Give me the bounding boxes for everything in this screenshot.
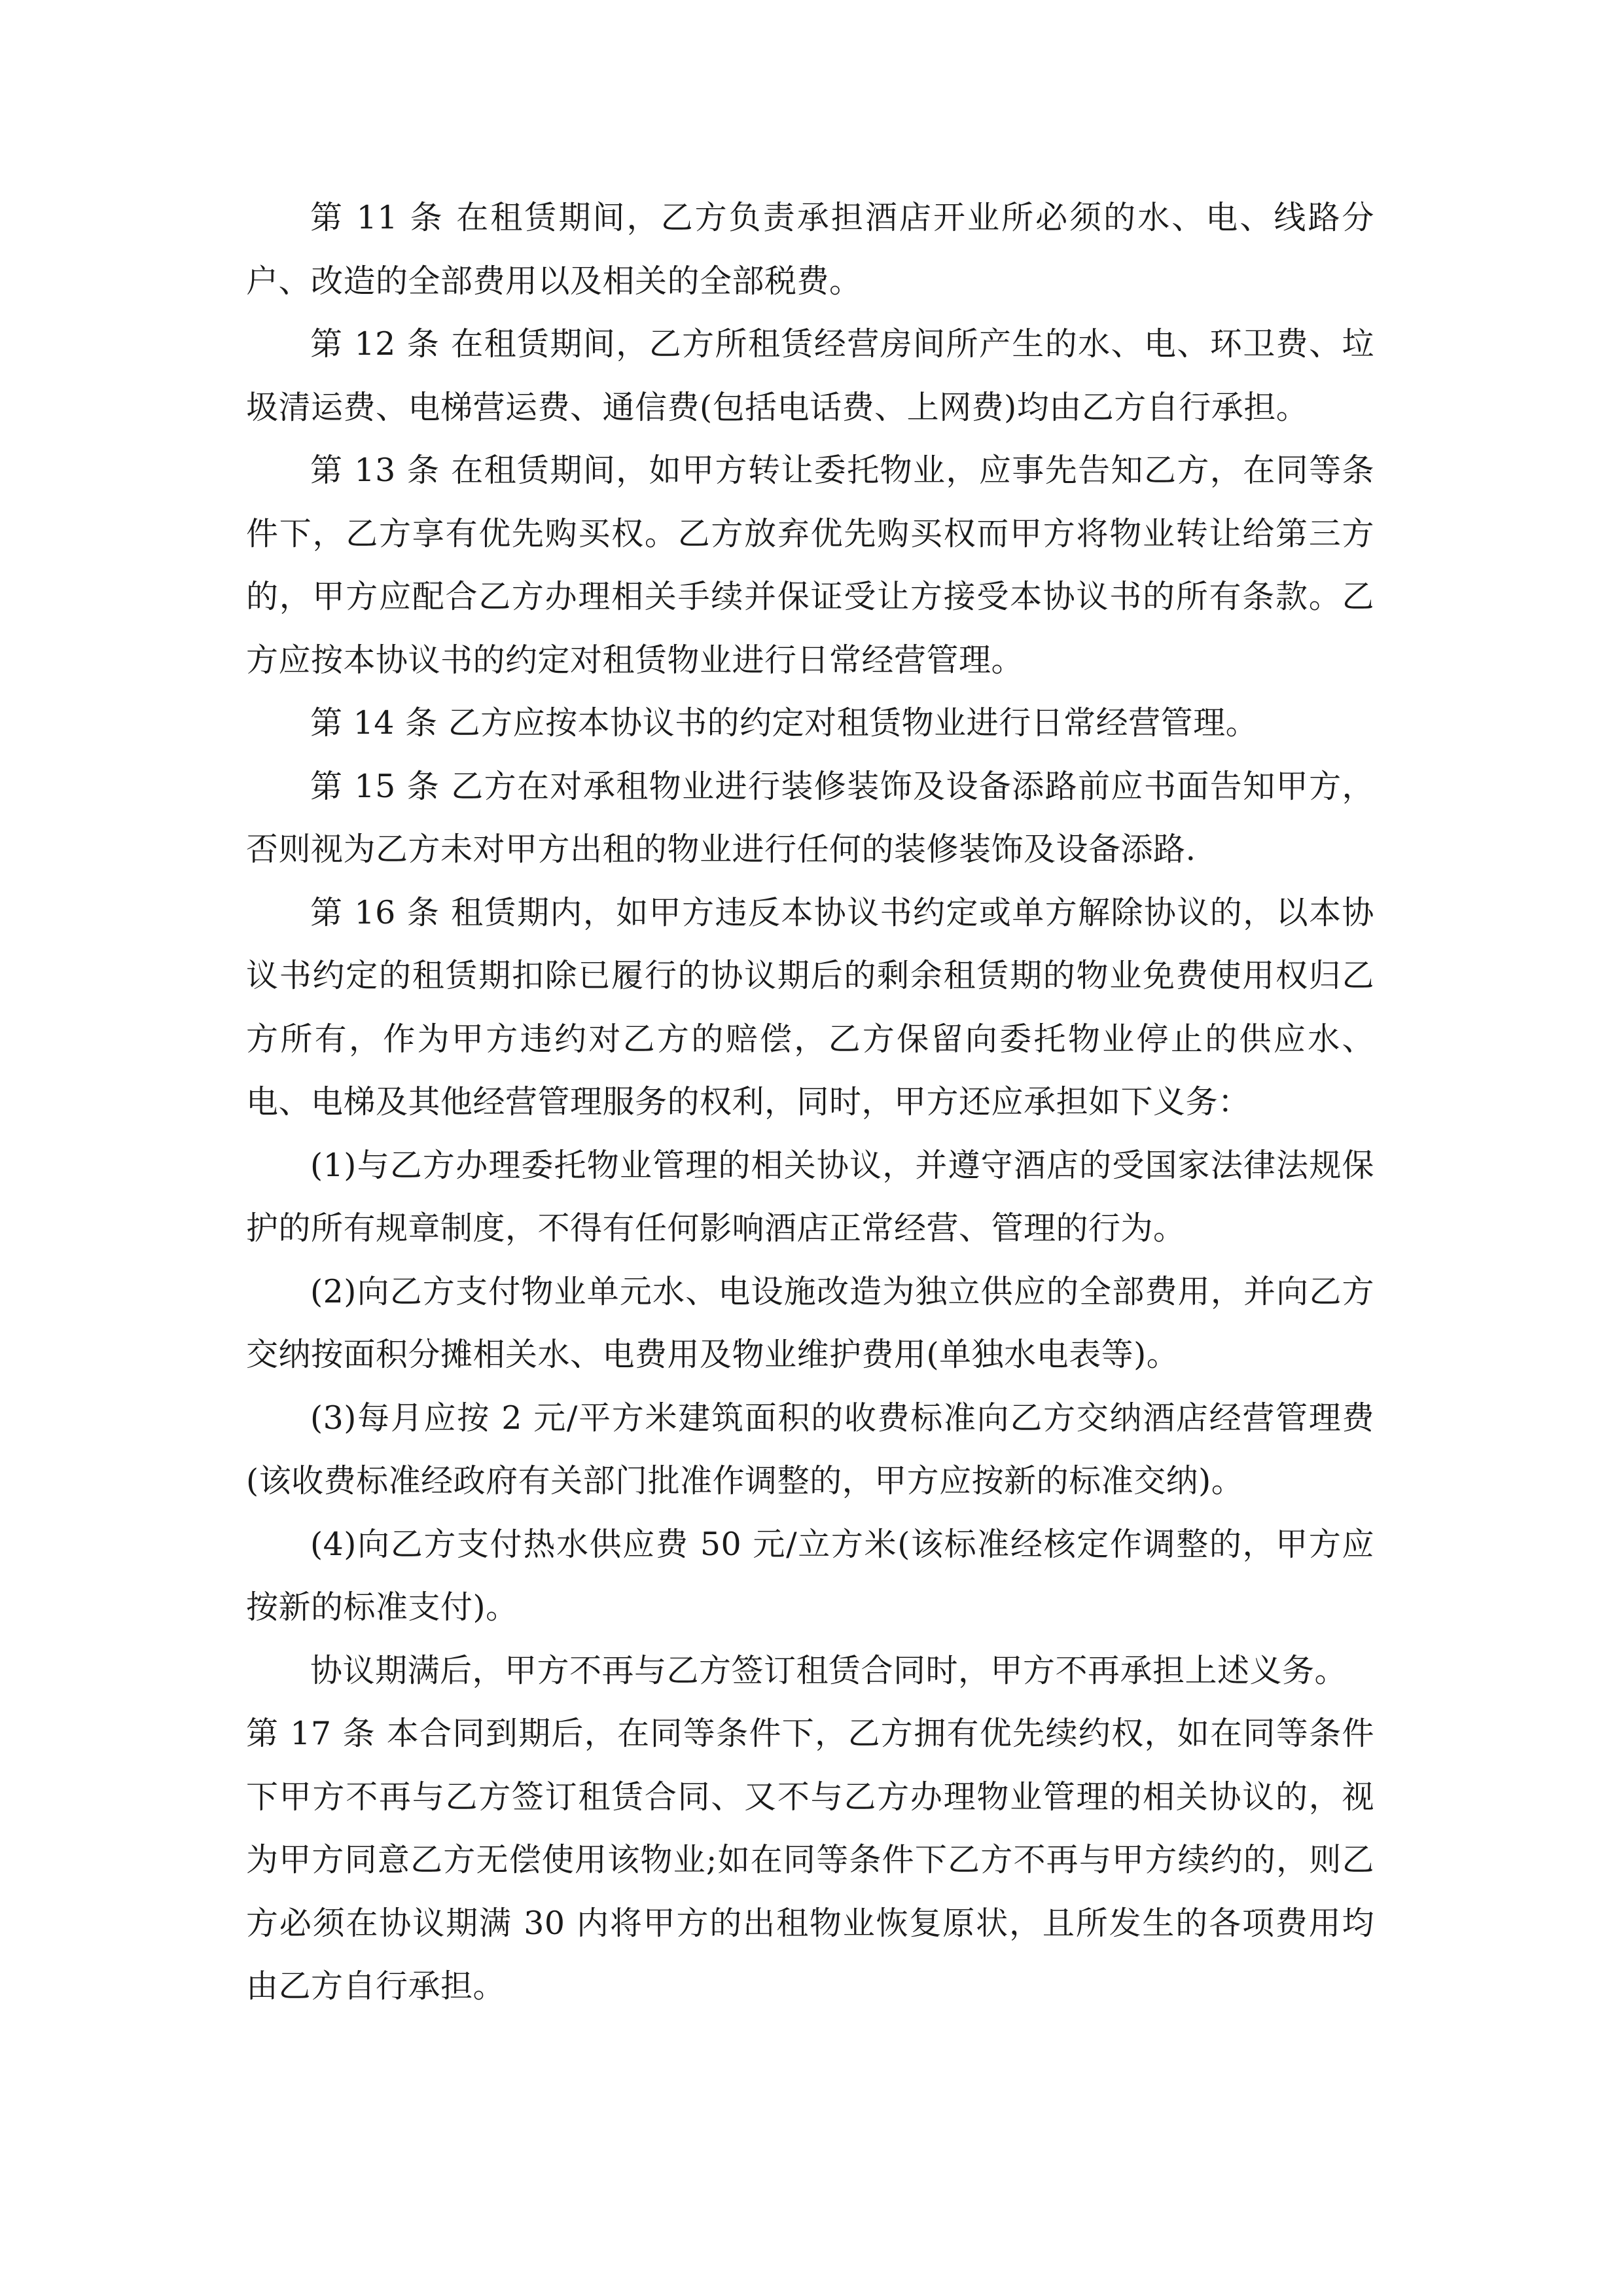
article-15: 第 15 条 乙方在对承租物业进行装修装饰及设备添路前应书面告知甲方，否则视为乙方未对甲方出租的物业进行任何的装修装饰及设备添路.: [246, 767, 1374, 868]
article-17: 第 17 条 本合同到期后，在同等条件下，乙方拥有优先续约权，如在同等条件下甲方不再与乙方签订租赁合同、又不与乙方办理物业管理的相关协议的，视为甲方同意乙方无偿使用该物业;如在同等条件下乙方不再与甲方续约的，则乙方必须在协议期满 30 内将甲方的出租物业恢复原状，且所发生的各项费用均由乙方自行承担。: [246, 1715, 1374, 2005]
article-16-item-2: (2)向乙方支付物业单元水、电设施改造为独立供应的全部费用，并向乙方交纳按面积分摊相关水、电费用及物业维护费用(单独水电表等)。: [246, 1272, 1374, 1373]
article-14: 第 14 条 乙方应按本协议书的约定对租赁物业进行日常经营管理。: [310, 704, 1258, 742]
article-16-item-1: (1)与乙方办理委托物业管理的相关协议，并遵守酒店的受国家法律法规保护的所有规章制度，不得有任何影响酒店正常经营、管理的行为。: [246, 1146, 1374, 1247]
article-16-item-4: (4)向乙方支付热水供应费 50 元/立方米(该标准经核定作调整的，甲方应按新的标准支付)。: [246, 1525, 1374, 1626]
article-13: 第 13 条 在租赁期间，如甲方转让委托物业，应事先告知乙方，在同等条件下，乙方享有优先购买权。乙方放弃优先购买权而甲方将物业转让给第三方的，甲方应配合乙方办理相关手续并保证受让方接受本协议书的所有条款。乙方应按本协议书的约定对租赁物业进行日常经营管理。: [246, 452, 1374, 679]
article-16-item-3: (3)每月应按 2 元/平方米建筑面积的收费标准向乙方交纳酒店经营管理费(该收费标准经政府有关部门批准作调整的，甲方应按新的标准交纳)。: [246, 1399, 1374, 1499]
document-body: [246, 187, 1374, 2018]
article-16-closing: 协议期满后，甲方不再与乙方签订租赁合同时，甲方不再承担上述义务。: [310, 1651, 1347, 1689]
article-16: 第 16 条 租赁期内，如甲方违反本协议书约定或单方解除协议的，以本协议书约定的租赁期扣除已履行的协议期后的剩余租赁期的物业免费使用权归乙方所有，作为甲方违约对乙方的赔偿，乙方保留向委托物业停止的供应水、电、电梯及其他经营管理服务的权利，同时，甲方还应承担如下义务：: [246, 893, 1374, 1121]
article-12: 第 12 条 在租赁期间，乙方所租赁经营房间所产生的水、电、环卫费、垃圾清运费、电梯营运费、通信费(包括电话费、上网费)均由乙方自行承担。: [246, 325, 1374, 426]
article-11: 第 11 条 在租赁期间，乙方负责承担酒店开业所必须的水、电、线路分户、改造的全部费用以及相关的全部税费。: [246, 199, 1374, 300]
